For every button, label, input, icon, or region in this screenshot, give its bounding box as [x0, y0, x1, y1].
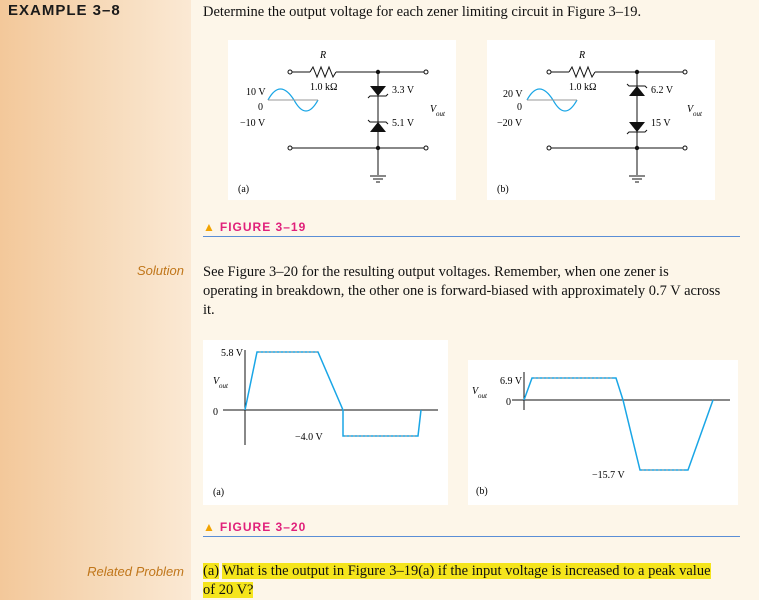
intro-text: Determine the output voltage for each zener limiting circuit in Figure 3–19.	[203, 4, 642, 20]
circuit-b-svg	[487, 40, 715, 200]
output-a-neg: −4.0 V	[295, 432, 323, 443]
figure-20-rule	[203, 536, 740, 537]
related-problem-label: Related Problem	[87, 564, 184, 579]
r-value-b: 1.0 kΩ	[569, 82, 597, 93]
vout-b: V	[687, 104, 694, 115]
vout-sub-b: out	[693, 110, 702, 118]
caption-triangle-icon: ▲	[203, 520, 216, 534]
panel-label-b: (b)	[497, 184, 509, 195]
panel-label-a: (a)	[238, 184, 250, 195]
output-b-vout: V	[472, 386, 479, 397]
figure-20b	[468, 360, 738, 505]
in-neg-a: −10 V	[240, 118, 266, 129]
zener-top-b	[629, 86, 645, 96]
figure-19-rule	[203, 236, 740, 237]
figure-19-caption-text: FIGURE 3–19	[219, 220, 307, 234]
output-a-zero: 0	[213, 407, 218, 418]
r-label-a: R	[320, 50, 327, 61]
figure-20-caption	[203, 520, 306, 534]
caption-triangle-icon: ▲	[203, 220, 216, 234]
zener-bottom-label-a: 5.1 V	[392, 118, 415, 129]
figure-19a	[228, 40, 456, 200]
circuit-a-svg	[228, 40, 456, 200]
figure-20a	[203, 340, 448, 505]
zener-bottom-b	[629, 122, 645, 132]
zener-bottom-label-b: 15 V	[651, 118, 671, 129]
in-peak-b: 20 V	[503, 89, 523, 100]
figure-19b	[487, 40, 715, 200]
output-b-wave	[524, 378, 713, 470]
in-zero-a: 0	[258, 102, 263, 113]
related-problem-marker: (a)	[203, 563, 220, 579]
output-b-pos: 6.9 V	[500, 376, 523, 387]
related-problem-text	[203, 562, 723, 600]
in-peak-a: 10 V	[246, 87, 266, 98]
figure-20-caption-text: FIGURE 3–20	[219, 520, 307, 534]
example-label: EXAMPLE 3–8	[8, 2, 121, 19]
output-b-panel: (b)	[476, 486, 488, 497]
sidebar-band	[0, 0, 191, 600]
output-a-vout-sub: out	[219, 382, 228, 390]
r-value-a: 1.0 kΩ	[310, 82, 338, 93]
vout-a: V	[430, 104, 437, 115]
solution-text: See Figure 3–20 for the resulting output voltages. Remember, when one zener is operating in breakdown, the other one is forward-biased with approximately 0.7 V across it.	[203, 264, 721, 318]
output-a-svg	[203, 340, 448, 505]
related-problem-question: What is the output in Figure 3–19(a) if the input voltage is increased to a peak value of 20 V?	[203, 563, 711, 598]
vout-sub-a: out	[436, 110, 445, 118]
figure-19-caption	[203, 220, 306, 234]
in-zero-b: 0	[517, 102, 522, 113]
output-b-zero: 0	[506, 397, 511, 408]
zener-bottom-a	[370, 122, 386, 132]
output-b-vout-sub: out	[478, 392, 487, 400]
zener-top-label-a: 3.3 V	[392, 85, 415, 96]
output-a-wave	[245, 352, 421, 436]
output-a-panel: (a)	[213, 487, 225, 498]
output-a-vout: V	[213, 376, 220, 387]
in-neg-b: −20 V	[497, 118, 523, 129]
solution-label: Solution	[137, 263, 184, 278]
zener-top-label-b: 6.2 V	[651, 85, 674, 96]
r-label-b: R	[579, 50, 586, 61]
output-b-neg: −15.7 V	[592, 470, 625, 481]
output-a-pos: 5.8 V	[221, 348, 244, 359]
zener-top-a	[370, 86, 386, 96]
output-b-svg	[468, 360, 738, 505]
